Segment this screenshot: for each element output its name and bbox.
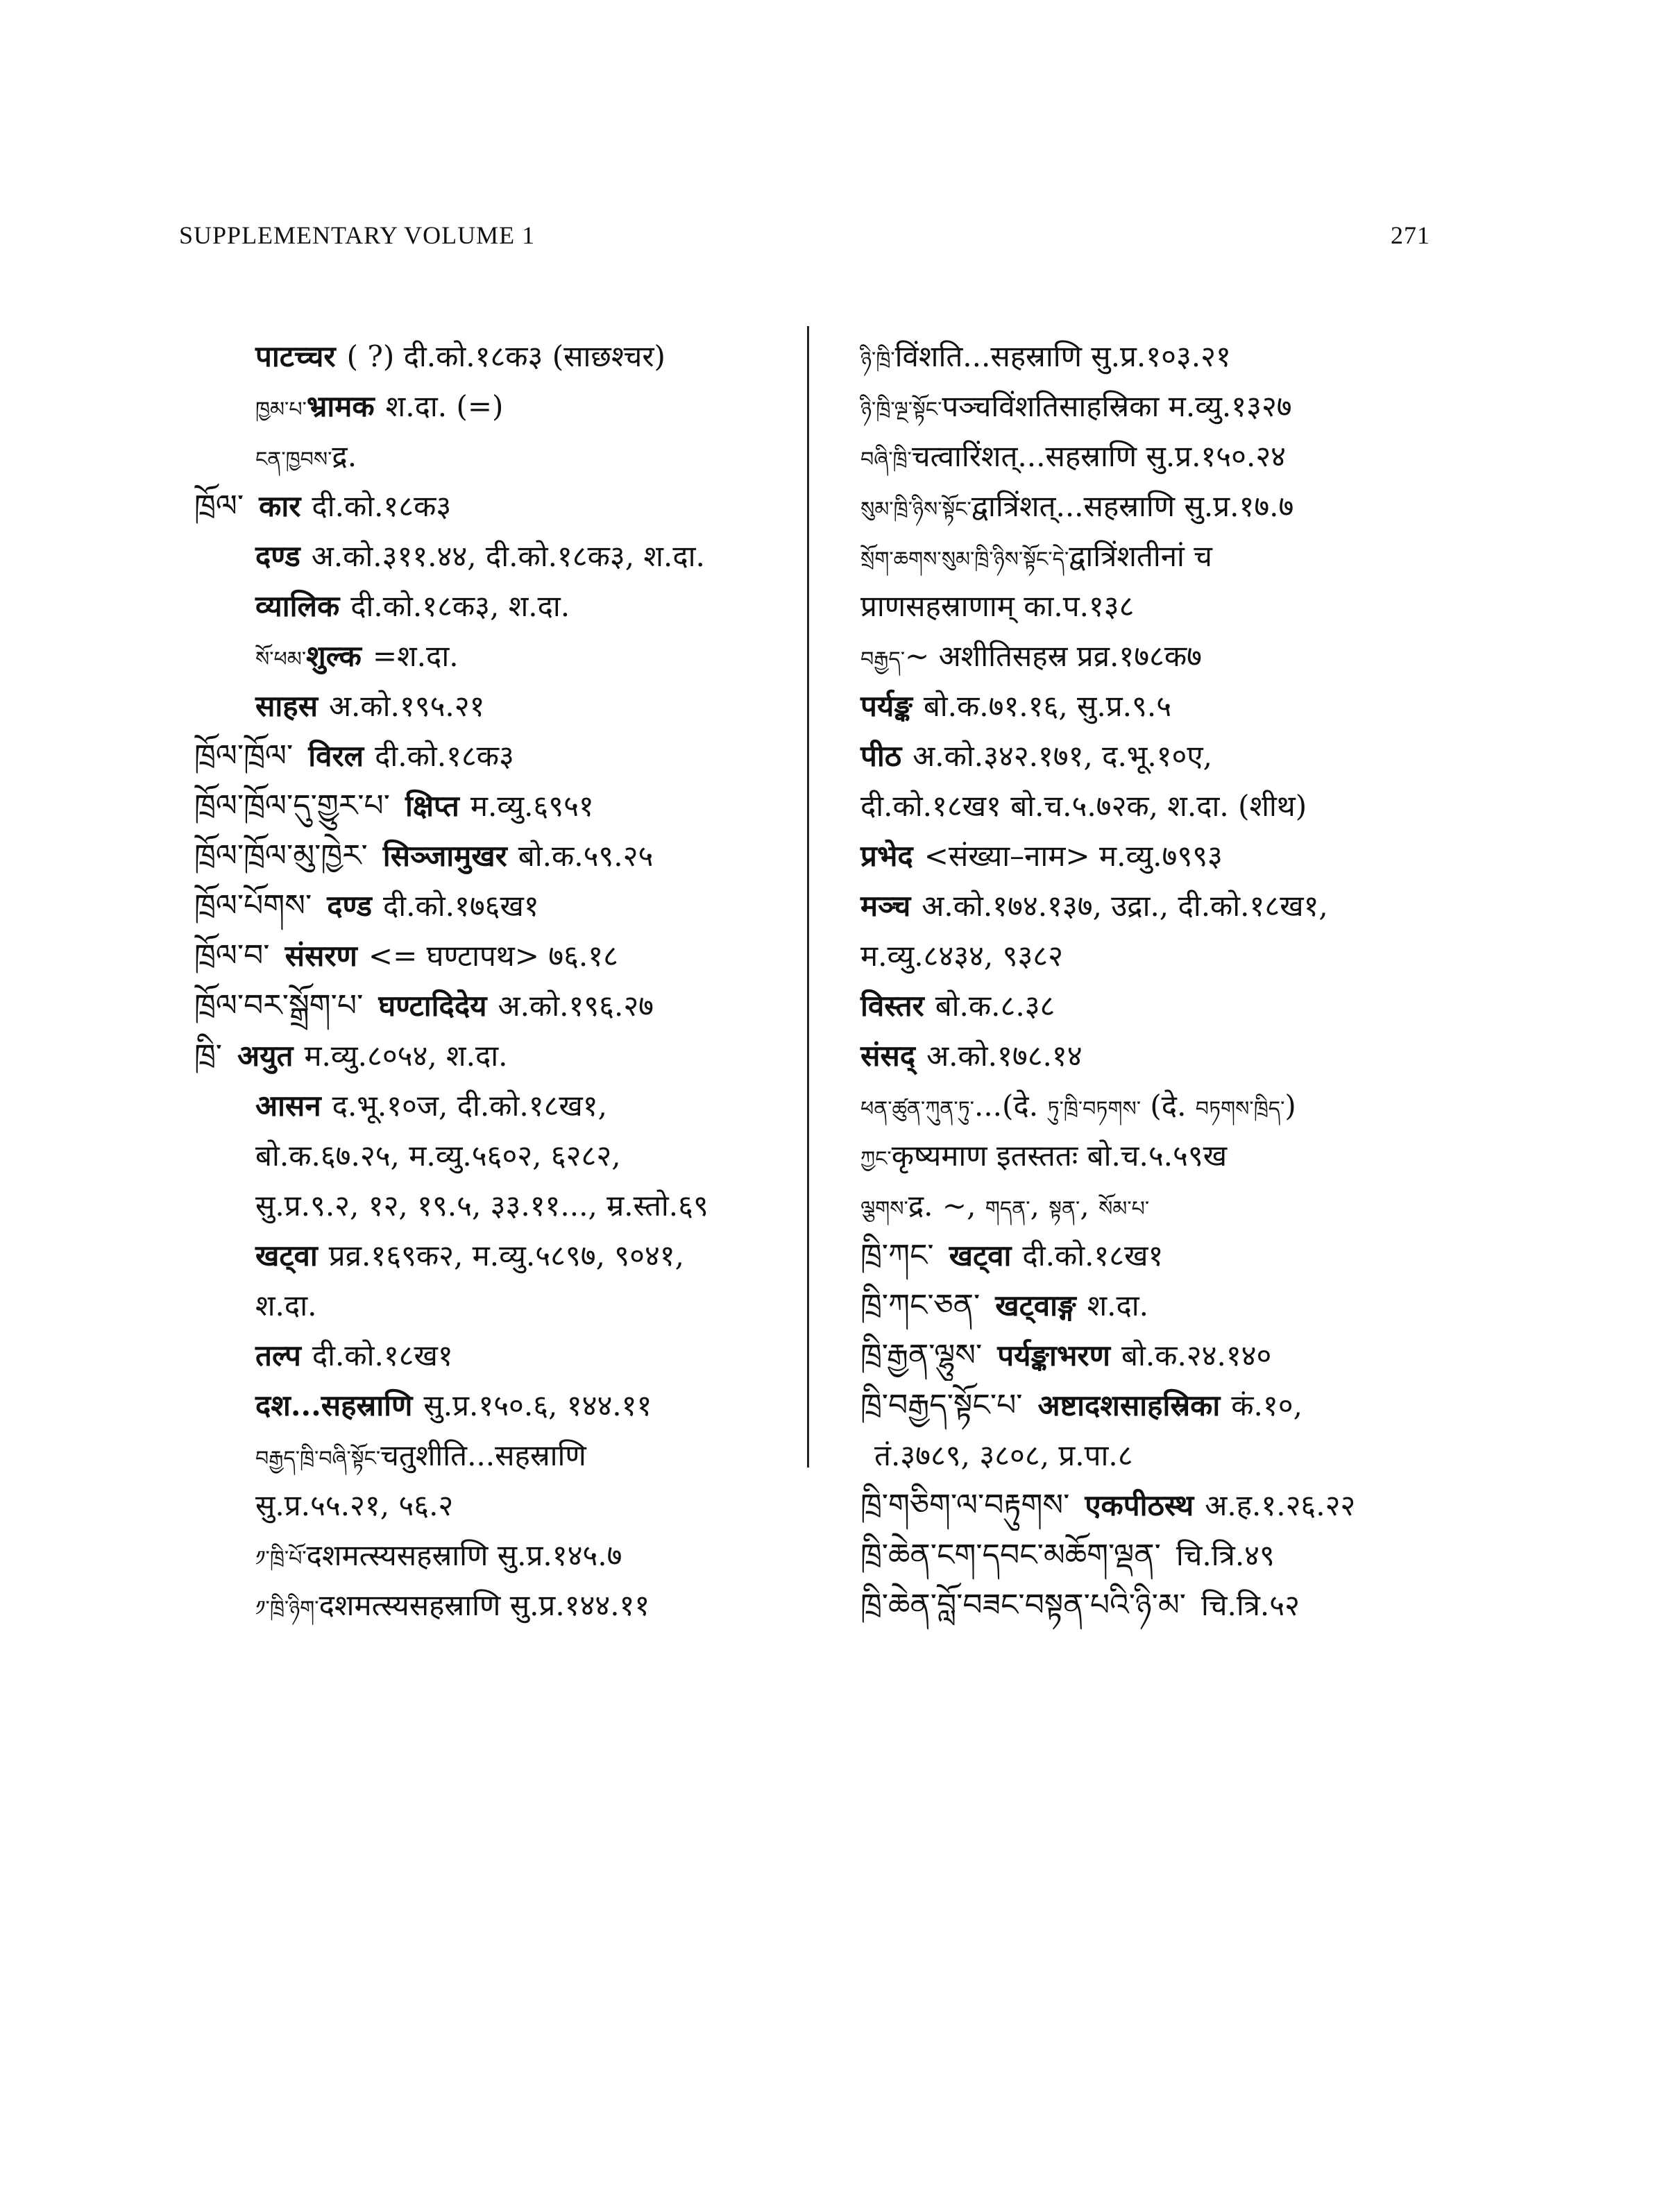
reference-text: बो.क.७१.१६, सु.प्र.९.५ (923, 689, 1172, 723)
reference-text: चत्वारिंशत्...सहस्राणि सु.प्र.१५०.२४ (911, 439, 1287, 473)
reference-text: चि.त्रि.४९ (1176, 1538, 1275, 1572)
tibetan-headword: ཁྲི་རྒྱན་ལྷུས་ (860, 1338, 983, 1373)
tibetan-headword: ཁྲོལ་ཁྲོལ་དུ་གྱུར་པ་ (194, 788, 390, 824)
reference-text: , (1080, 1189, 1099, 1223)
tibetan-phrase: ༡་ཁྲི་པོ་ (255, 1547, 307, 1571)
entry-line (840, 1131, 1464, 1181)
entry-line (840, 1381, 1464, 1431)
reference-text: दी.को.१८क३, श.दा. (350, 589, 570, 623)
reference-text: दशमत्स्यसहस्राणि सु.प्र.१४५.७ (306, 1538, 622, 1572)
reference-text: ) (492, 389, 504, 423)
entry-line (173, 1481, 798, 1531)
entry-line (840, 581, 1464, 631)
sanskrit-equivalent: पर्यङ्क (860, 689, 913, 723)
entry-line (173, 1181, 798, 1231)
entry-line (173, 831, 798, 881)
reference-text: सु.प्र.१५०.६, १४४.११ (423, 1388, 652, 1422)
reference-text: , (1030, 1189, 1049, 1223)
entry-line (840, 1031, 1464, 1081)
reference-text: दशमत्स्यसहस्राणि सु.प्र.१४४.११ (319, 1588, 650, 1622)
reference-text: प्रव्र.१६९क२, म.व्यु.५८९७, ९०४१, (328, 1239, 684, 1273)
reference-text: (दे. (1141, 1089, 1196, 1123)
tibetan-headword: ཁྲོལ་བར་སྒྲོག་པ་ (194, 988, 364, 1023)
entry-line (840, 731, 1464, 781)
entry-line (173, 731, 798, 781)
reference-text: कं.१०, (1231, 1388, 1303, 1422)
reference-text: अ.को.१९६.२७ (498, 989, 654, 1023)
reference-text: = (372, 639, 398, 673)
entry-line (840, 1581, 1464, 1631)
reference-text: म.व्यु.८४३४, ९३८२ (860, 939, 1063, 973)
tibetan-headword: ཁྲི་བརྒྱད་སྟོང་པ་ (860, 1388, 1023, 1423)
reference-text: बो.क.५९.२५ (518, 839, 654, 873)
reference-text: दी.को.१७६ख१ (382, 889, 539, 923)
reference-text: श.दा. (397, 639, 459, 673)
tibetan-headword: ཁྲོལ་ (194, 488, 244, 524)
reference-text: अ.को.१७८.१४ (926, 1039, 1083, 1073)
entry-line (173, 382, 798, 432)
column-divider (807, 326, 809, 1467)
entry-line (173, 1331, 798, 1381)
entry-line (173, 931, 798, 981)
reference-text: ) (1284, 1089, 1296, 1123)
entry-line (840, 482, 1464, 531)
entry-line (840, 931, 1464, 981)
entry-line (840, 1181, 1464, 1231)
entry-line (173, 1381, 798, 1431)
entry-line (840, 432, 1464, 482)
entry-line (840, 382, 1464, 432)
sanskrit-equivalent: सिञ्जामुखर (382, 839, 507, 873)
reference-text: कृष्यमाण इतस्ततः बो.च.५.५९ख (891, 1139, 1228, 1173)
reference-text: श.दा. (255, 1288, 317, 1322)
sanskrit-equivalent: क्षिप्त (405, 789, 459, 823)
tibetan-headword: ཁྲོལ་བ་ (194, 938, 270, 973)
entry-line (840, 631, 1464, 681)
entry-line (173, 1531, 798, 1581)
reference-text: श.दा. (1087, 1288, 1149, 1322)
page-number: 271 (1391, 221, 1430, 249)
reference-text: म.व्यु.८०५४, श.दा. (304, 1039, 508, 1073)
entry-line (840, 1431, 1464, 1481)
entry-line (173, 1281, 798, 1331)
entry-line (840, 1281, 1464, 1331)
sanskrit-equivalent: संसरण (285, 939, 357, 973)
sanskrit-equivalent: पीठ (860, 739, 902, 773)
entry-line (173, 631, 798, 681)
sanskrit-equivalent: व्यालिक (255, 589, 340, 623)
entry-line (173, 1581, 798, 1631)
entry-line (173, 981, 798, 1031)
reference-text: <संख्या–नाम> म.व्यु.७९९३ (924, 839, 1223, 873)
entry-line (173, 1131, 798, 1181)
reference-text: ~, (942, 1189, 985, 1223)
tibetan-phrase: ཉི་ཁྲི་ (860, 348, 895, 372)
reference-text: चि.त्रि.५२ (1200, 1588, 1300, 1622)
entry-line (173, 1031, 798, 1081)
reference-text: द.भू.१०ज, दी.को.१८ख१, (332, 1089, 607, 1123)
left-column (173, 332, 798, 1631)
entry-line (173, 881, 798, 931)
reference-text: सु.प्र.९.२, १२, १९.५, ३३.११..., म्र.स्तो.६९ (255, 1189, 709, 1223)
sanskrit-equivalent: संसद् (860, 1039, 916, 1073)
entry-line (840, 1081, 1464, 1131)
tibetan-phrase: སུམ་ཁྲི་ཉིས་སྟོང་ (860, 497, 971, 522)
reference-text: अ.को.१७४.१३७, उद्रा., दी.को.१८ख१, (922, 889, 1328, 923)
reference-text: तं.३७८९, ३८०८, प्र.पा.८ (874, 1438, 1133, 1472)
reference-text: अ.को.३४२.१७१, द.भू.१०ए, (913, 739, 1212, 773)
tibetan-headword: ཁྲོལ་པོགས་ (194, 888, 312, 924)
reference-text: अ.को.३११.४४, दी.को.१८क३, श.दा. (311, 539, 705, 573)
sanskrit-equivalent: मञ्च (860, 889, 911, 923)
reference-text: <= घण्टापथ> ७६.१८ (368, 939, 618, 973)
reference-text: ~ अशीतिसहस्र प्रव्र.१७८क७ (905, 639, 1202, 673)
entry-line (173, 781, 798, 831)
sanskrit-equivalent: प्रभेद (860, 839, 913, 873)
tibetan-phrase: བརྒྱད་ (860, 647, 906, 672)
reference-text: अ.को.१९५.२१ (328, 689, 485, 723)
reference-text: बो.क.२४.१४० (1121, 1338, 1272, 1372)
tibetan-phrase: ཉི་ཁྲི་ལྔ་སྟོང་ (860, 398, 942, 422)
tibetan-headword: ཁྲི་ཆེན་བློ་བཟང་བསྟན་པའི་ཉི་མ་ (860, 1588, 1186, 1623)
sanskrit-equivalent: विस्तर (860, 989, 924, 1023)
entry-line (173, 482, 798, 531)
tibetan-phrase: སྲོག་ཆགས་སུམ་ཁྲི་ཉིས་སྟོང་དེ་ (860, 547, 1069, 572)
tibetan-phrase: སོམ་པ་ (1098, 1197, 1150, 1221)
reference-text: विंशति...सहस्राणि सु.प्र.१०३.२१ (894, 339, 1231, 373)
sanskrit-equivalent: भ्रामक (306, 389, 375, 423)
reference-text: दी.को.१८क३ (375, 739, 514, 773)
tibetan-phrase: བཏགས་ཁྲིད་ (1195, 1097, 1285, 1121)
entry-line (840, 1231, 1464, 1281)
tibetan-phrase: གདན་ (985, 1197, 1030, 1221)
tibetan-headword: ཁྲོལ་ཁྲོལ་ (194, 738, 294, 774)
entry-line (840, 881, 1464, 931)
entry-line (840, 1531, 1464, 1581)
sanskrit-equivalent: खट्वा (255, 1239, 318, 1273)
sanskrit-equivalent: घण्टादिदेय (378, 989, 487, 1023)
reference-text: प्राणसहस्राणाम् का.प.१३८ (860, 589, 1135, 623)
reference-text: दी.को.१८ख१ (312, 1338, 453, 1372)
tibetan-headword: ཁྲི་ཀང་ཅན་ (860, 1288, 981, 1323)
sanskrit-equivalent: आसन (255, 1089, 321, 1123)
reference-text: द्र. (332, 439, 357, 473)
sanskrit-equivalent: साहस (255, 689, 318, 723)
reference-text: म.व्यु.६९५१ (470, 789, 594, 823)
tibetan-headword: ཁྲི་ཀང་ (860, 1238, 934, 1273)
entry-line (840, 332, 1464, 382)
reference-text: दी.को.१८ख१ (1022, 1239, 1164, 1273)
tibetan-phrase: སྟན་ (1049, 1197, 1080, 1221)
tibetan-headword: ཁྲི་ཆེན་ངག་དབང་མཆོག་ལྡན་ (860, 1538, 1161, 1573)
sanskrit-equivalent: एकपीठस्थ (1085, 1488, 1194, 1522)
tibetan-phrase: ཁྱམ་པ་ (255, 398, 307, 422)
reference-text: ... (974, 1089, 1003, 1123)
entry-line (840, 981, 1464, 1031)
right-column (840, 332, 1464, 1631)
running-title: SUPPLEMENTARY VOLUME 1 (179, 221, 536, 249)
reference-text: दी.को.१८ख१ बो.च.५.७२क, श.दा. (शीथ) (860, 789, 1307, 823)
sanskrit-equivalent: अष्टादशसाहस्रिका (1037, 1388, 1221, 1422)
reference-text: सु.प्र.५५.२१, ५६.२ (255, 1488, 454, 1522)
entry-line (173, 1081, 798, 1131)
sanskrit-equivalent: खट्वा (949, 1239, 1012, 1273)
sanskrit-equivalent: तल्प (255, 1338, 301, 1372)
reference-text: (दे. (1002, 1089, 1048, 1123)
sanskrit-equivalent: कार (259, 489, 301, 523)
entry-line (840, 531, 1464, 581)
reference-text: श.दा. (= (385, 389, 493, 423)
entry-line (840, 831, 1464, 881)
reference-text: द्वात्रिंशत्...सहस्राणि सु.प्र.१७.७ (971, 489, 1294, 523)
entry-line (173, 531, 798, 581)
tibetan-phrase: ཀྱང་ (860, 1147, 892, 1171)
entry-line (173, 432, 798, 482)
sanskrit-equivalent: पर्यङ्काभरण (997, 1338, 1110, 1372)
sanskrit-equivalent: दण्ड (327, 889, 372, 923)
entry-line (173, 332, 798, 382)
entry-line (173, 681, 798, 731)
sanskrit-equivalent: दश...सहस्राणि (255, 1388, 413, 1422)
tibetan-headword: ཁྲོལ་ཁྲོལ་མུ་ཁྱེར་ (194, 838, 368, 874)
entry-line (840, 1331, 1464, 1381)
sanskrit-equivalent: शुल्क (306, 639, 362, 673)
sanskrit-equivalent: अयुत (237, 1039, 294, 1073)
entry-line (840, 1481, 1464, 1531)
tibetan-phrase: ངན་ཁྱབས་ (255, 448, 332, 472)
entry-line (840, 781, 1464, 831)
reference-text: पञ्चविंशतिसाहस्रिका म.व्यु.१३२७ (942, 389, 1292, 423)
sanskrit-equivalent: पाटच्चर (255, 339, 336, 373)
reference-text: बो.क.६७.२५, म.व्यु.५६०२, ६२८२, (255, 1139, 621, 1173)
sanskrit-equivalent: खट्वाङ्ग (995, 1288, 1076, 1322)
tibetan-phrase: ༡་ཁྲི་ཉིག་ (255, 1597, 319, 1621)
entry-line (840, 681, 1464, 731)
tibetan-phrase: བརྒྱད་ཁྲི་བཞི་སྟོང་ (255, 1447, 381, 1471)
reference-text: द्र. (908, 1189, 942, 1223)
tibetan-phrase: ཏུ་ཁྲི་བཏགས་ (1047, 1097, 1142, 1121)
tibetan-headword: ཁྲི་གཅིག་ལ་བརྟུགས་ (860, 1488, 1070, 1523)
tibetan-headword: ཁྲི་ (194, 1038, 223, 1073)
entry-line (173, 581, 798, 631)
reference-text: बो.क.८.३८ (935, 989, 1055, 1023)
reference-text: अ.ह.१.२६.२२ (1205, 1488, 1356, 1522)
reference-text: ( ?) दी.को.१८क३ (साछश्चर) (346, 339, 665, 373)
reference-text: दी.को.१८क३ (312, 489, 452, 523)
reference-text: चतुशीति...सहस्राणि (380, 1438, 586, 1472)
tibetan-phrase: ལྕགས་ (860, 1197, 908, 1221)
sanskrit-equivalent: दण्ड (255, 539, 300, 573)
entry-line (173, 1231, 798, 1281)
reference-text: द्वात्रिंशतीनां च (1069, 539, 1212, 573)
entry-line (173, 1431, 798, 1481)
tibetan-phrase: ཕན་ཚུན་ཀུན་ཏུ་ (860, 1097, 974, 1121)
tibetan-phrase: སོ་ཕམ་ (255, 647, 307, 672)
sanskrit-equivalent: विरल (308, 739, 364, 773)
tibetan-phrase: བཞི་ཁྲི་ (860, 448, 912, 472)
